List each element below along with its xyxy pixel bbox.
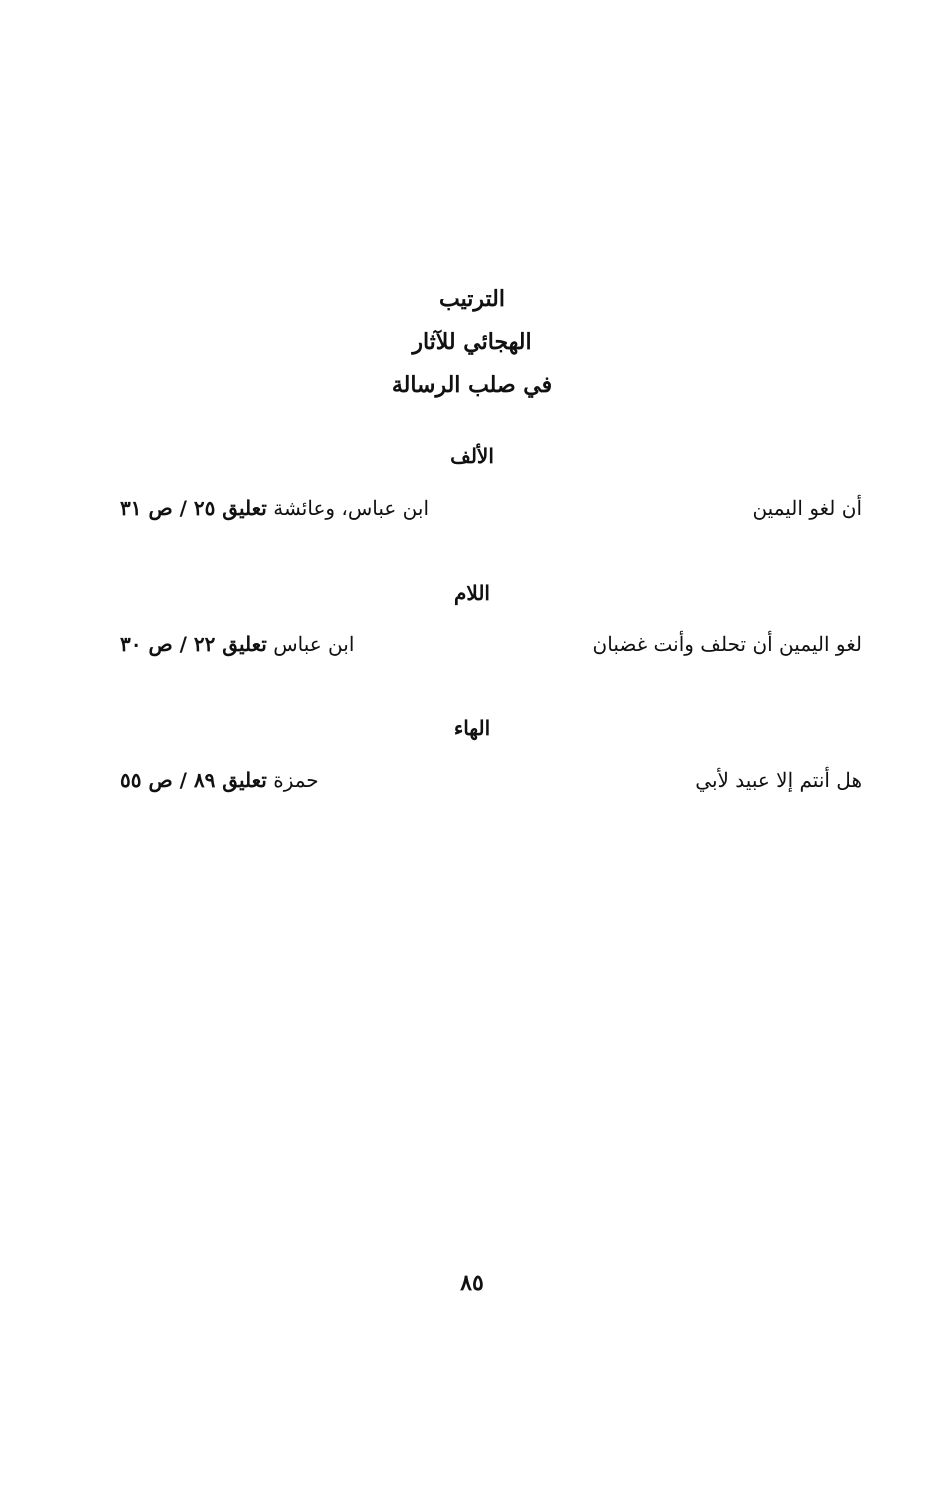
athar-reference	[120, 632, 354, 656]
title-line-3: في صلب الرسالة	[391, 372, 553, 398]
index-entry	[120, 496, 862, 536]
athar-reference	[120, 768, 319, 792]
athar-text: هل أنتم إلا عبيد لأبي	[695, 768, 862, 792]
title-line-2: الهجائي للآثار	[412, 329, 532, 355]
narrator-name: ابن عباس، وعائشة	[266, 496, 430, 520]
reference-location: تعليق ٢٢ / ص ٣٠	[120, 632, 267, 656]
narrator-name: حمزة	[266, 768, 319, 792]
page-number: ٨٥	[460, 1270, 484, 1296]
athar-reference	[120, 496, 429, 520]
athar-text: لغو اليمين أن تحلف وأنت غضبان	[592, 632, 862, 656]
reference-location: تعليق ٢٥ / ص ٣١	[120, 496, 267, 520]
title-line-1: الترتيب	[439, 286, 505, 312]
index-entry	[120, 768, 862, 808]
section-heading-ha: الهاء	[453, 716, 491, 740]
index-entry	[120, 632, 862, 672]
section-heading-lam: اللام	[454, 581, 490, 605]
page-title	[0, 278, 944, 407]
section-heading-alif: الألف	[450, 444, 494, 468]
athar-text: أن لغو اليمين	[752, 496, 862, 520]
narrator-name: ابن عباس	[266, 632, 355, 656]
reference-location: تعليق ٨٩ / ص ٥٥	[120, 768, 267, 792]
